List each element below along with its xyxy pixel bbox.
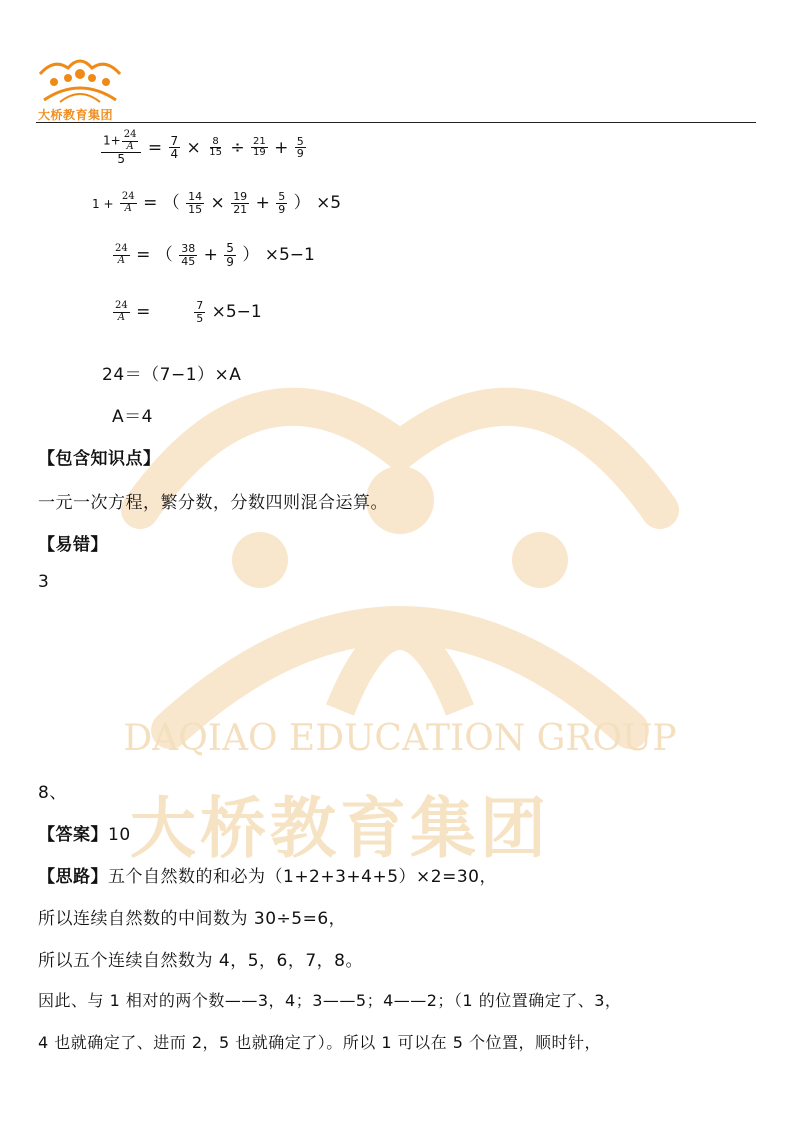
idea-line-3: 所以五个连续自然数为 4，5，6，7，8。: [38, 951, 363, 971]
answer-heading: 【答案】: [38, 825, 108, 845]
watermark-caption: DAQIAO EDUCATION GROUP: [123, 718, 677, 759]
equation-line-4: $\frac{24}{A}$ = $\frac{7}{5}$ ×5−1: [115, 299, 262, 325]
equation-line-5: 24＝（7−1）×A: [102, 365, 242, 385]
idea-line-2: 所以连续自然数的中间数为 30÷5=6，: [38, 909, 347, 929]
idea-heading: 【思路】: [38, 867, 108, 887]
watermark-text: 大桥教育集团: [130, 790, 550, 867]
answer-value: 10: [108, 825, 131, 845]
knowledge-text: 一元一次方程，繁分数，分数四则混合运算。: [38, 493, 388, 513]
idea-text-1: 五个自然数的和必为（1+2+3+4+5）×2=30，: [108, 867, 497, 887]
question-number: 8、: [38, 783, 67, 803]
mistake-heading: 【易错】: [38, 535, 108, 555]
equation-line-1: 1+ $\frac{24}{A}$ 5 = $\frac{7}{4}$ × $\frac{8}{15}$ ÷ $\frac{21}{19}$ + $\frac{5}{9}$: [103, 129, 304, 166]
equation-line-6: A＝4: [112, 407, 153, 427]
idea-line-1: [38, 862, 497, 887]
logo-text: 大桥教育集团: [38, 108, 114, 122]
idea-line-5: 4 也就确定了、进而 2，5 也就确定了）。所以 1 可以在 5 个位置，顺时针，: [38, 1033, 602, 1052]
knowledge-heading: 【包含知识点】: [38, 449, 161, 469]
header-divider: [36, 122, 756, 123]
answer-line: [38, 820, 131, 845]
idea-line-4: 因此、与 1 相对的两个数——3，4；3——5；4——2；（1 的位置确定了、3，: [38, 991, 622, 1010]
equation-line-2: 1 + $\frac{24}{A}$ = （ $\frac{14}{15}$ × $\frac{19}{21}$ + $\frac{5}{9}$ ） ×5: [92, 189, 342, 216]
mistake-value: 3: [38, 572, 50, 592]
equation-line-3: $\frac{24}{A}$ = （ $\frac{38}{45}$ + $\frac{5}{9}$ ） ×5−1: [115, 240, 315, 269]
